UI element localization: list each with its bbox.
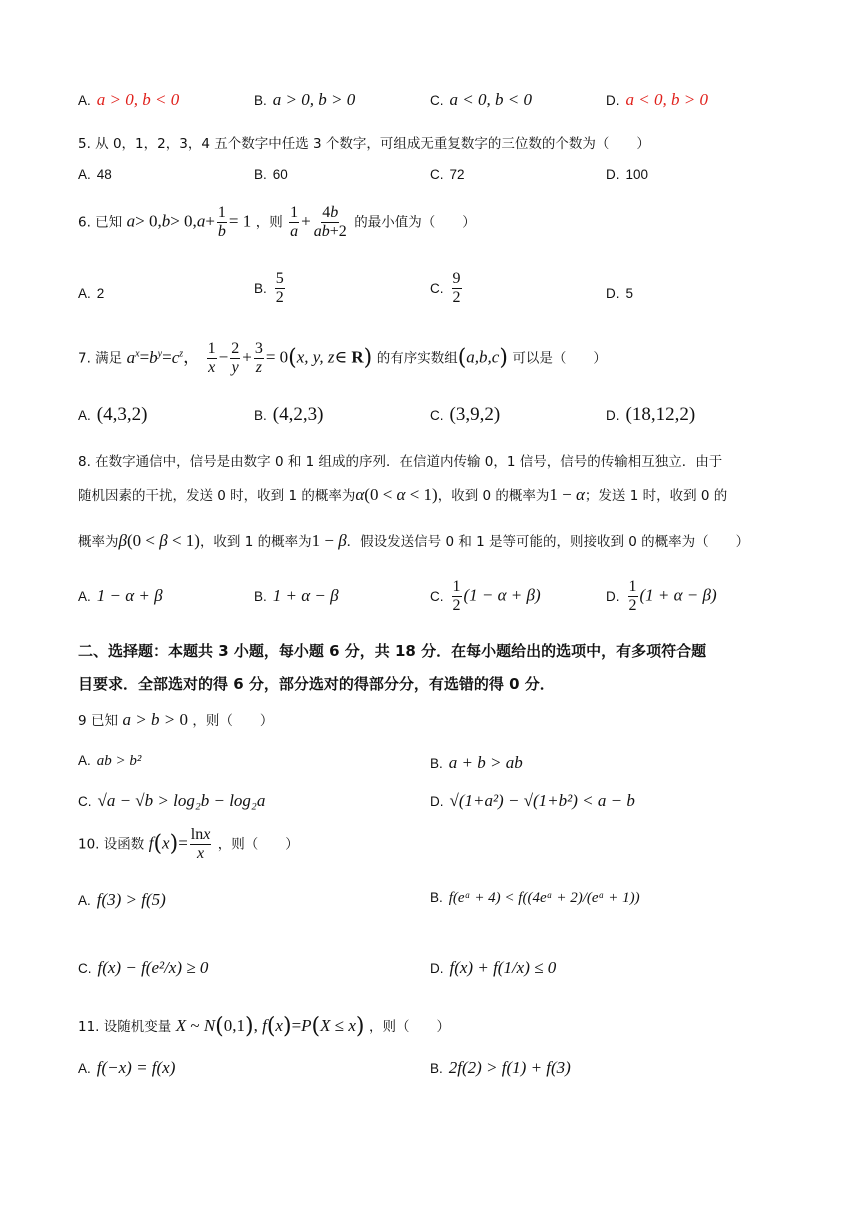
q9-option-c: C. √a − √b > log₂b − log₂a [78,791,266,810]
q10-option-d: D. f(x) + f(1/x) ≤ 0 [430,958,557,977]
q10-stem: 10. 设函数 f(x)= $\frac{\ln x}{x}$ ，则（ ） [78,826,299,862]
q7-option-b: B. (4,2,3) [254,404,324,425]
q10-option-c: C. f(x) − f(e²/x) ≥ 0 [78,958,209,977]
q6-option-a: A. 2 [78,286,105,301]
q4-option-c: C. a < 0, b < 0 [430,90,532,109]
section-2-heading-line-1: 二、选择题：本题共 3 小题，每小题 6 分，共 18 分．在每小题给出的选项中，有多项符合题 [78,642,707,660]
q6-condition: a [126,211,136,231]
q5-option-a: A. 48 [78,167,112,182]
q4-option-b: B. a > 0, b > 0 [254,90,356,109]
q4-option-a: A. a > 0, b < 0 [78,90,180,109]
q10-option-a: A. f(3) > f(5) [78,890,166,909]
q4-option-a-text: a > 0, b < 0 [96,90,180,109]
q8-option-c: C. $\frac{1}{2}$ (1 − α + β) [430,578,541,614]
q8-option-d: D. $\frac{1}{2}$ (1 + α − β) [606,578,717,614]
q6-option-c: C. $\frac{9}{2}$ [430,270,461,306]
q5-stem: 5. 从 0，1，2，3，4 五个数字中任选 3 个数字，可组成无重复数字的三位数的个数为（ ） [78,136,650,152]
q8-line-3: 概率为β(0 < β < 1)，收到 1 的概率为1 − β．假设发送信号 0 和 1 是等可能的，则接收到 0 的概率为（ ） [78,531,750,550]
q8-line-1: 8. 在数字通信中，信号是由数字 0 和 1 组成的序列．在信道内传输 0，1 信号，信号的传输相互独立．由于 [78,454,723,470]
q5-option-c: C. 72 [430,167,465,182]
q7-stem: 7. 满足 $a^x=b^y=c^z$， $\frac{1}{x}$ − $\frac{2}{y}$ + $\frac{3}{z}$ = 0(x, y, z∈ R) 的有序实数组(a,b,c) 可以是（ ） [78,340,607,376]
q11-stem: 11. 设随机变量 X ~ N(0,1), f(x)=P(X ≤ x) ，则（ ） [78,1014,450,1039]
q8-option-a: A. 1 − α + β [78,586,163,605]
q5-option-b: B. 60 [254,167,288,182]
q7-option-c: C. (3,9,2) [430,404,501,425]
q11-option-b: B. 2f(2) > f(1) + f(3) [430,1058,571,1077]
q10-option-b: B. f(eᵃ + 4) < f((4eᵃ + 2)/(eᵃ + 1)) [430,890,640,906]
q7-option-d: D. (18,12,2) [606,404,696,425]
q9-stem: 9 已知 a > b > 0 ，则（ ） [78,710,274,729]
q4-option-d-text: a < 0, b > 0 [625,90,708,109]
q9-option-b: B. a + b > ab [430,753,523,772]
q4-option-d: D. a < 0, b > 0 [606,90,708,109]
q6-frac-4b: $\frac{4b}{ab+2}$ [313,204,347,240]
q4-option-c-text: a < 0, b < 0 [449,90,532,109]
q10-function: f [148,833,154,853]
q9-option-a: A. ab > b² [78,753,142,769]
q8-line-2: 随机因素的干扰，发送 0 时，收到 1 的概率为α(0 < α < 1)，收到 0 的概率为1 − α；发送 1 时，收到 0 的 [78,485,728,504]
q11-condition: X [175,1016,187,1035]
q6-frac-1-over-b: $\frac{1}{b}$ [217,204,226,240]
q6-option-d: D. 5 [606,286,634,301]
q6-option-b: B. $\frac{5}{2}$ [254,270,284,306]
q7-condition: $a^x$ [126,347,140,367]
q8-option-b: B. 1 + α − β [254,586,339,605]
section-2-heading-line-2: 目要求．全部选对的得 6 分，部分选对的得部分分，有选错的得 0 分． [78,675,555,693]
q5-option-d: D. 100 [606,167,649,182]
q6-stem: 6. 已知 a> 0,b> 0,a+ $\frac{1}{b}$ = 1 ，则 $\frac{1}{a}$ + $\frac{4b}{ab+2}$ 的最小值为（ ） [78,204,476,240]
q7-option-a: A. (4,3,2) [78,404,148,425]
q11-option-a: A. f(−x) = f(x) [78,1058,176,1077]
q6-frac-1-over-a: $\frac{1}{a}$ [290,204,299,240]
q9-condition: a > b > [122,710,180,729]
q4-option-b-text: a > 0, b > 0 [272,90,356,109]
q9-option-d: D. √(1+a²) − √(1+b²) < a − b [430,791,635,810]
